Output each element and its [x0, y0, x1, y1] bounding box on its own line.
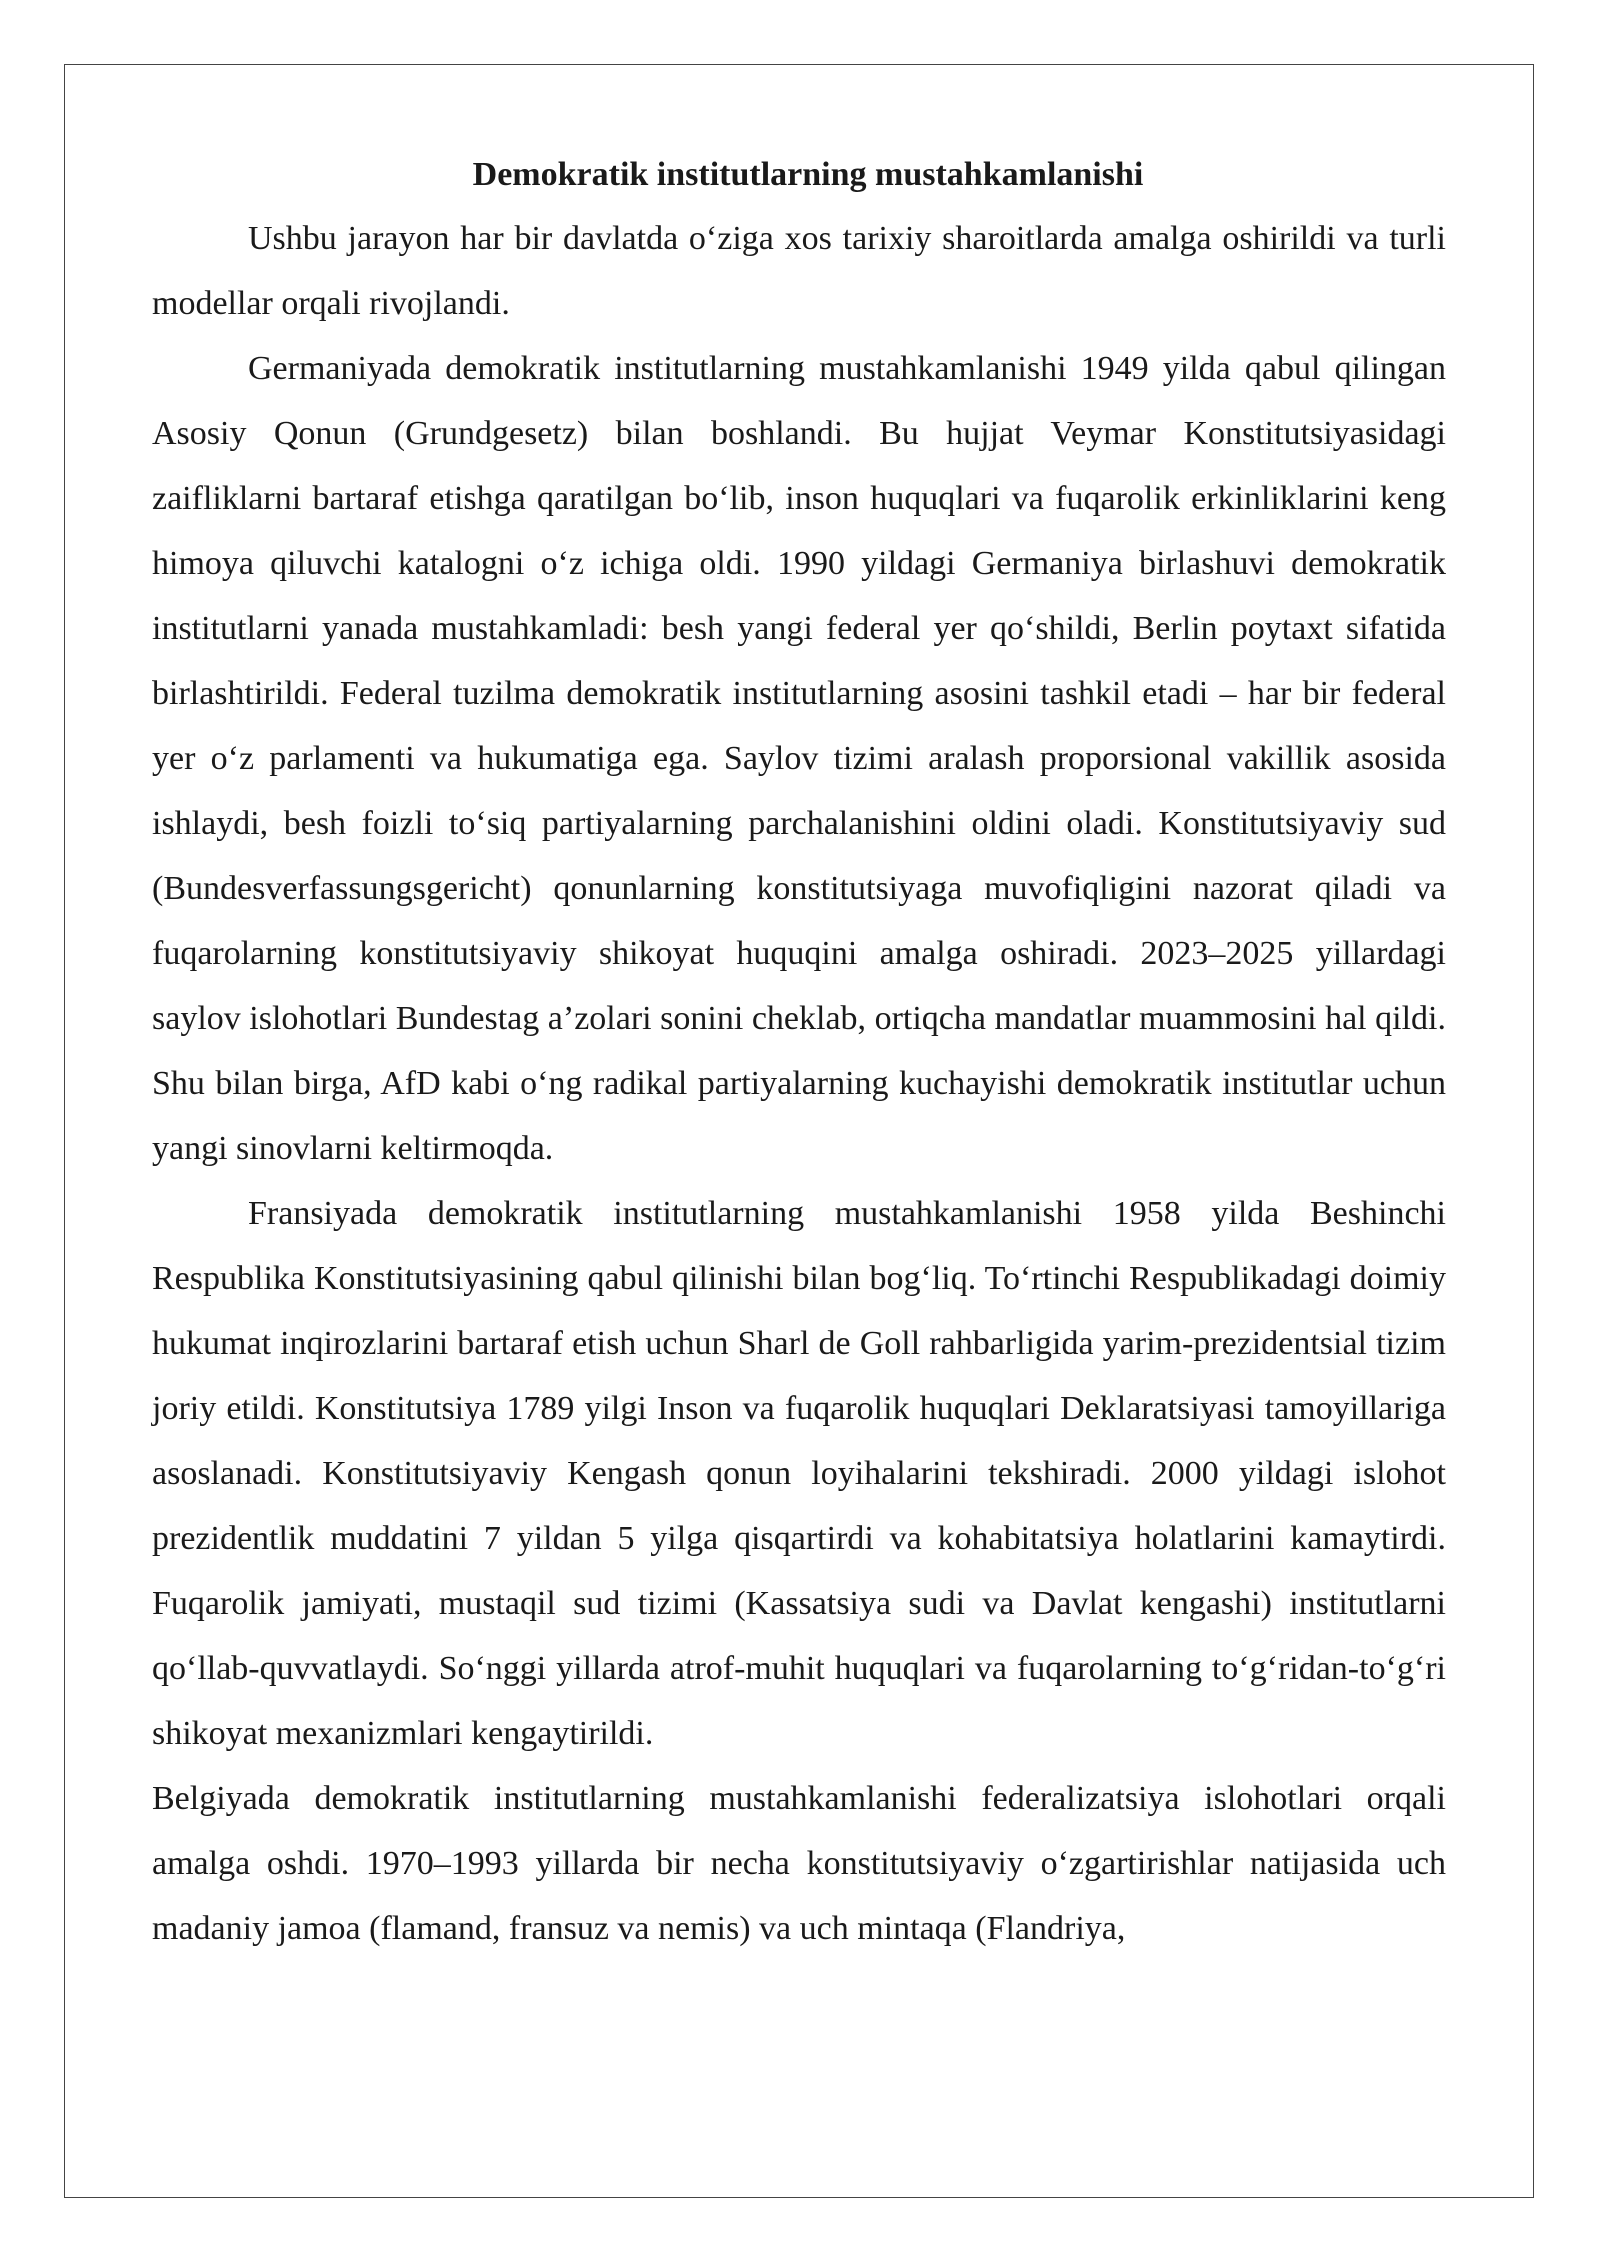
- paragraph-france: Fransiyada demokratik institutlarning mustahkamlanishi 1958 yilda Beshinchi Respublika Konstitutsiyasining qabul qilinishi bilan bog‘liq. To‘rtinchi Respublikadagi doimiy hukumat inqirozlarini bartaraf etish uchun Sharl de Goll rahbarligida yarim-prezidentsial tizim joriy etildi. Konstitutsiya 1789 yilgi Inson va fuqarolik huquqlari Deklaratsiyasi tamoyillariga asoslanadi. Konstitutsiyaviy Kengash qonun loyihalarini tekshiradi. 2000 yildagi islohot prezidentlik muddatini 7 yildan 5 yilga qisqartirdi va kohabitatsiya holatlarini kamaytirdi. Fuqarolik jamiyati, mustaqil sud tizimi (Kassatsiya sudi va Davlat kengashi) institutlarni qo‘llab-quvvatlaydi. So‘nggi yillarda atrof-muhit huquqlari va fuqarolarning to‘g‘ridan-to‘g‘ri shikoyat mexanizmlari kengaytirildi.: [152, 1195, 1446, 1752]
- document-title: Demokratik institutlarning mustahkamlanishi: [472, 156, 1144, 193]
- paragraph-intro: Ushbu jarayon har bir davlatda o‘ziga xos tarixiy sharoitlarda amalga oshirildi va turli modellar orqali rivojlandi.: [152, 220, 1446, 322]
- paragraph-germany: Germaniyada demokratik institutlarning mustahkamlanishi 1949 yilda qabul qilingan Asosiy Qonun (Grundgesetz) bilan boshlandi. Bu hujjat Veymar Konstitutsiyasidagi zaifliklarni bartaraf etishga qaratilgan bo‘lib, inson huquqlari va fuqarolik erkinliklarini keng himoya qiluvchi katalogni o‘z ichiga oldi. 1990 yildagi Germaniya birlashuvi demokratik institutlarni yanada mustahkamladi: besh yangi federal yer qo‘shildi, Berlin poytaxt sifatida birlashtirildi. Federal tuzilma demokratik institutlarning asosini tashkil etadi – har bir federal yer o‘z parlamenti va hukumatiga ega. Saylov tizimi aralash proporsional vakillik asosida ishlaydi, besh foizli to‘siq partiyalarning parchalanishini oldini oladi. Konstitutsiyaviy sud (Bundesverfassungsgericht) qonunlarning konstitutsiyaga muvofiqligini nazorat qiladi va fuqarolarning konstitutsiyaviy shikoyat huquqini amalga oshiradi. 2023–2025 yillardagi saylov islohotlari Bundestag a’zolari sonini cheklab, ortiqcha mandatlar muammosini hal qildi. Shu bilan birga, AfD kabi o‘ng radikal partiyalarning kuchayishi demokratik institutlar uchun yangi sinovlarni keltirmoqda.: [152, 350, 1446, 1167]
- paragraph-belgium: Belgiyada demokratik institutlarning mustahkamlanishi federalizatsiya islohotlari orqali amalga oshdi. 1970–1993 yillarda bir necha konstitutsiyaviy o‘zgartirishlar natijasida uch madaniy jamoa (flamand, fransuz va nemis) va uch mintaqa (Flandriya,: [152, 1780, 1446, 1947]
- document-body: [152, 150, 1446, 1961]
